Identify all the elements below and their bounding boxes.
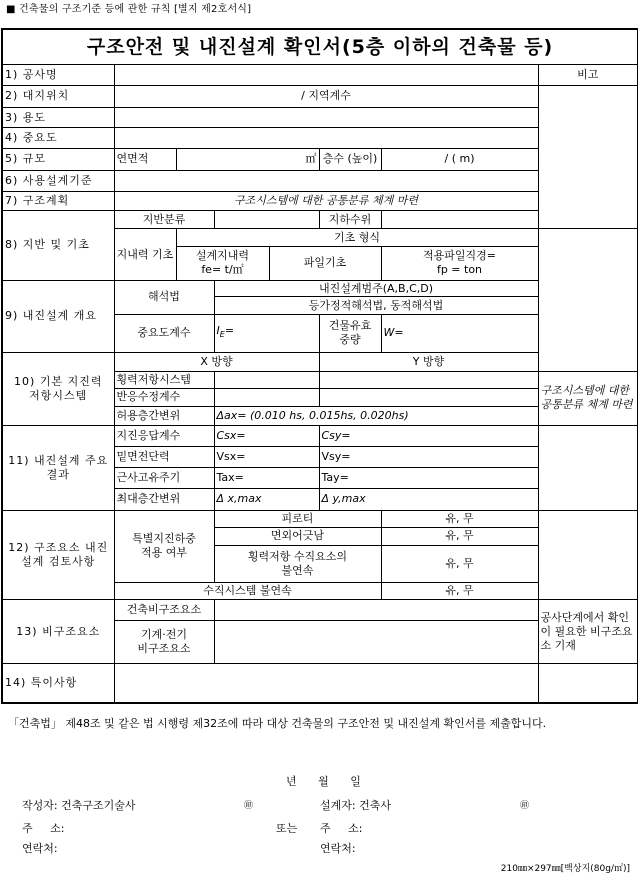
header-y-direction: Y 방향: [319, 353, 538, 372]
field-effective-weight[interactable]: W=: [381, 314, 538, 352]
form-header-note: ■ 건축물의 구조기준 등에 관한 규칙 [별지 제2호서식]: [6, 4, 252, 15]
form-title: 구조안전 및 내진설계 확인서(5층 이하의 건축물 등): [2, 29, 638, 64]
label-analysis-method: 해석법: [114, 280, 214, 314]
field-ground-class[interactable]: [214, 210, 319, 229]
field-total-floor-area[interactable]: ㎡: [176, 149, 319, 171]
label-foundation-type: 기초 형식: [176, 229, 538, 247]
field-csy[interactable]: Csy=: [319, 426, 538, 447]
label-special-seismic: 특별지진하중 적용 여부: [114, 510, 214, 582]
label-piloti: 피로티: [214, 510, 381, 528]
address-right: 주 소:: [320, 822, 363, 835]
or-label: 또는: [276, 822, 298, 835]
remarks-nonstructural: 공사단계에서 확인이 필요한 비구조요소 기재: [538, 600, 638, 664]
paper-size-note: 210㎜×297㎜[백상지(80g/㎡)]: [500, 864, 630, 874]
field-design-standard[interactable]: [114, 170, 538, 192]
field-tax[interactable]: Tax=: [214, 468, 319, 489]
field-arch-nonstructural[interactable]: [214, 600, 538, 621]
field-vsx[interactable]: Vsx=: [214, 446, 319, 468]
field-drift-y[interactable]: Δ y,max: [319, 489, 538, 511]
label-structural-plan: 7) 구조계획: [2, 192, 114, 211]
signer-right: 설계자: 건축사: [320, 799, 391, 812]
field-lateral-system-x[interactable]: [214, 371, 319, 389]
label-allowable-drift: 허용층간변위: [114, 406, 214, 426]
label-basic-seismic-system: 10) 기본 지진력 저항시스템: [2, 353, 114, 426]
label-mech-elec-nonstructural: 기계·전기 비구조요소: [114, 620, 214, 663]
field-seismic-category[interactable]: 내진설계범주(A,B,C,D): [214, 280, 538, 296]
label-design-standard: 6) 사용설계기준: [2, 170, 114, 192]
remarks-element-review: [538, 510, 638, 600]
label-special-notes: 14) 특이사항: [2, 664, 114, 703]
label-vertical-system-discontinuity: 수직시스템 불연속: [114, 582, 381, 600]
label-ground-foundation: 8) 지반 및 기초: [2, 210, 114, 280]
address-left: 주 소:: [22, 822, 65, 835]
header-x-direction: X 방향: [114, 353, 319, 372]
remarks-column-top: [538, 86, 638, 229]
label-bearing-foundation: 지내력 기초: [114, 229, 176, 281]
field-pile-diameter[interactable]: 적용파일직경= fp = ton: [381, 246, 538, 280]
confirmation-form-table: [1, 28, 638, 704]
field-allowable-drift[interactable]: Δax= (0.010 hs, 0.015hs, 0.020hs): [214, 406, 538, 426]
label-base-shear: 밑면전단력: [114, 446, 214, 468]
field-structural-plan[interactable]: 구조시스템에 대한 공통분류 체계 마련: [114, 192, 538, 211]
label-scale: 5) 규모: [2, 149, 114, 171]
field-floors-height[interactable]: / ( m): [381, 149, 538, 171]
field-response-modification-y[interactable]: [319, 389, 538, 407]
field-mech-elec-nonstructural[interactable]: [214, 620, 538, 663]
label-arch-nonstructural: 건축비구조요소: [114, 600, 214, 621]
label-out-of-plane-offset: 면외어긋남: [214, 528, 381, 546]
seal-icon-left: ㊞: [244, 801, 254, 811]
field-response-modification-x[interactable]: [214, 389, 319, 407]
contact-right: 연락처:: [320, 842, 356, 855]
label-lateral-system: 횡력저항시스템: [114, 371, 214, 389]
label-site-location: 2) 대지위치: [2, 86, 114, 108]
field-use[interactable]: [114, 107, 538, 128]
label-response-coefficient: 지진응답계수: [114, 426, 214, 447]
field-discontinuity-yn[interactable]: 유, 무: [381, 545, 538, 582]
field-offset-yn[interactable]: 유, 무: [381, 528, 538, 546]
label-seismic-overview: 9) 내진설계 개요: [2, 280, 114, 352]
label-project-name: 1) 공사명: [2, 64, 114, 86]
label-total-floor-area: 연면적: [114, 149, 176, 171]
field-vsy[interactable]: Vsy=: [319, 446, 538, 468]
label-groundwater-level: 지하수위: [319, 210, 381, 229]
field-drift-x[interactable]: Δ x,max: [214, 489, 319, 511]
field-vertical-system-yn[interactable]: 유, 무: [381, 582, 538, 600]
field-groundwater-level[interactable]: [381, 210, 538, 229]
label-floors-height: 층수 (높이): [319, 149, 381, 171]
label-ground-class: 지반분류: [114, 210, 214, 229]
field-csx[interactable]: Csx=: [214, 426, 319, 447]
label-effective-weight: 건물유효 중량: [319, 314, 381, 352]
remarks-seismic-results: [538, 426, 638, 511]
label-importance: 4) 중요도: [2, 128, 114, 149]
field-importance-factor[interactable]: $I_E=$: [214, 314, 319, 352]
field-tay[interactable]: Tay=: [319, 468, 538, 489]
label-use: 3) 용도: [2, 107, 114, 128]
field-project-name[interactable]: [114, 64, 538, 86]
label-approx-period: 근사고유주기: [114, 468, 214, 489]
remarks-column-mid: [538, 229, 638, 371]
label-vertical-discontinuity: 횡력저항 수직요소의 불연속: [214, 545, 381, 582]
label-importance-factor: 중요도계수: [114, 314, 214, 352]
field-design-bearing[interactable]: 설계지내력 fe= t/㎡: [176, 246, 269, 280]
contact-left: 연락처:: [22, 842, 58, 855]
label-nonstructural: 13) 비구조요소: [2, 600, 114, 664]
remarks-header: 비고: [538, 64, 638, 86]
remarks-structural-system: 구조시스템에 대한 공통분류 체계 마련: [538, 371, 638, 426]
seal-icon-right: ㊞: [520, 801, 530, 811]
field-lateral-system-y[interactable]: [319, 371, 538, 389]
signer-left: 작성자: 건축구조기술사: [22, 799, 136, 812]
declaration-text: 「건축법」 제48조 및 같은 법 시행령 제32조에 따라 대상 건축물의 구조안전 및 내진설계 확인서를 제출합니다.: [8, 717, 547, 730]
label-pile-foundation: 파일기초: [269, 246, 381, 280]
field-special-notes[interactable]: [114, 664, 538, 703]
label-seismic-results: 11) 내진설계 주요 결과: [2, 426, 114, 511]
remarks-special-notes: [538, 664, 638, 703]
label-response-modification: 반응수정계수: [114, 389, 214, 407]
date-line: 년 월 일: [286, 775, 361, 788]
field-analysis-method[interactable]: 등가정적해석법, 동적해석법: [214, 297, 538, 315]
label-max-drift: 최대층간변위: [114, 489, 214, 511]
field-piloti-yn[interactable]: 유, 무: [381, 510, 538, 528]
field-importance[interactable]: [114, 128, 538, 149]
field-site-location[interactable]: / 지역계수: [114, 86, 538, 108]
label-element-review: 12) 구조요소 내진 설계 검토사항: [2, 510, 114, 600]
